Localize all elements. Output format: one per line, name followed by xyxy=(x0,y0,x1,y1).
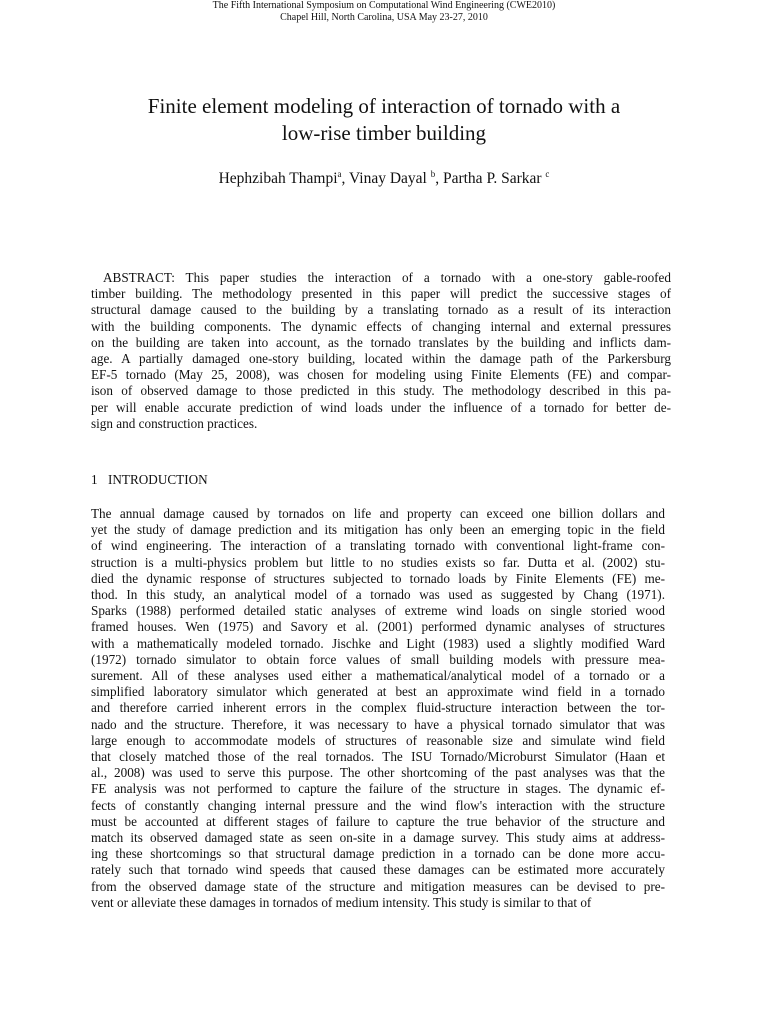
text-line: per will enable accurate prediction of wind loads under the influence of a tornado for better de- xyxy=(91,399,671,415)
text-line: with the building components. The dynamic effects of changing internal and external pressures xyxy=(91,318,671,334)
text-line: structural damage caused to the building by a translating tornado as a result of its interaction xyxy=(91,302,671,318)
text-line: The annual damage caused by tornados on life and property can exceed one billion dollars and xyxy=(91,506,665,521)
section-number: 1 xyxy=(91,472,98,487)
introduction-paragraph xyxy=(91,506,665,911)
author-name: Vinay Dayal xyxy=(349,170,431,187)
text-line: that closely matched those of the real tornados. The ISU Tornado/Microburst Simulator (Haan et xyxy=(91,749,665,765)
text-line: on the building are taken into account, as the tornado translates by the building and inflicts dam- xyxy=(91,334,671,350)
author-name: Hephzibah Thampi xyxy=(218,170,338,187)
author-affiliation-mark: a xyxy=(337,168,342,179)
text-line: timber building. The methodology presented in this paper will predict the successive stages of xyxy=(91,286,671,302)
text-line: surement. All of these analyses used either a mathematical/analytical model of a tornado or a xyxy=(91,668,665,684)
text-line: must be accounted at different stages of failure to capture the true behavior of the structure and xyxy=(91,813,665,829)
author-separator: , xyxy=(341,170,349,187)
text-line: yet the study of damage prediction and its mitigation has only been an emerging topic in the field xyxy=(91,522,665,538)
text-line: with a mathematically modeled tornado. Jischke and Light (1983) used a slightly modified Ward xyxy=(91,635,665,651)
author-affiliation-mark: c xyxy=(545,168,550,179)
text-line: framed houses. Wen (1975) and Savory et al. (2001) performed dynamic analyses of structures xyxy=(91,619,665,635)
text-line: rately such that tornado wind speeds that caused these damages can be estimated more accurately xyxy=(91,862,665,878)
text-line: ABSTRACT: This paper studies the interaction of a tornado with a one-story gable-roofed xyxy=(103,270,671,285)
text-line: died the dynamic response of structures subjected to tornado loads by Finite Elements (FE) me- xyxy=(91,570,665,586)
text-line: fects of constantly changing internal pressure and the wind flow's interaction with the structure xyxy=(91,797,665,813)
author-list xyxy=(0,169,768,189)
text-line: ing these shortcomings so that structural damage prediction in a tornado can be done more accu- xyxy=(91,846,665,862)
text-line: (1972) tornado simulator to obtain force values of small building models with pressure mea- xyxy=(91,651,665,667)
paper-title-line-2: low-rise timber building xyxy=(281,121,487,145)
conference-header-line-1: The Fifth International Symposium on Computational Wind Engineering (CWE2010) xyxy=(212,0,556,11)
paper-title-line-1: Finite element modeling of interaction of tornado with a xyxy=(147,94,621,118)
section-heading-introduction xyxy=(91,472,208,488)
text-line: sign and construction practices. xyxy=(91,415,258,431)
author-affiliation-mark: b xyxy=(430,168,436,179)
conference-header xyxy=(0,0,768,24)
text-line: Sparks (1988) performed detailed static analyses of extreme wind loads on single storied wood xyxy=(91,603,665,619)
text-line: ison of observed damage to those predicted in this study. The methodology described in this pa- xyxy=(91,383,671,399)
author-name: Partha P. Sarkar xyxy=(442,170,546,187)
text-line: of wind engineering. The interaction of a translating tornado with conventional light-frame con- xyxy=(91,538,665,554)
author-separator: , xyxy=(435,170,443,187)
text-line: and therefore carried inherent errors in the complex fluid-structure interaction between the tor- xyxy=(91,700,665,716)
text-line: match its observed damaged state as seen on-site in a damage survey. This study aims at address- xyxy=(91,830,665,846)
text-line: age. A partially damaged one-story building, located within the damage path of the Parkersburg xyxy=(91,351,671,367)
paper-title xyxy=(0,93,768,147)
text-line: thod. In this study, an analytical model of a tornado was used as suggested by Chang (1971). xyxy=(91,587,665,603)
section-title: INTRODUCTION xyxy=(108,472,208,487)
conference-header-line-2: Chapel Hill, North Carolina, USA May 23-27, 2010 xyxy=(280,12,488,23)
text-line: nado and the structure. Therefore, it was necessary to have a physical tornado simulator that was xyxy=(91,716,665,732)
text-line: al., 2008) was used to serve this purpose. The other shortcoming of the past analyses was that the xyxy=(91,765,665,781)
abstract-paragraph xyxy=(91,270,671,432)
text-line: vent or alleviate these damages in tornados of medium intensity. This study is similar to that of xyxy=(91,894,592,910)
text-line: simplified laboratory simulator which generated at best an approximate wind field in a tornado xyxy=(91,684,665,700)
text-line: from the observed damage state of the structure and mitigation measures can be devised to pre- xyxy=(91,878,665,894)
text-line: struction is a multi-physics problem but little to no studies exists so far. Dutta et al. (2002) stu- xyxy=(91,554,665,570)
text-line: large enough to accommodate models of structures of reasonable size and simulate wind field xyxy=(91,732,665,748)
text-line: EF-5 tornado (May 25, 2008), was chosen for modeling using Finite Elements (FE) and compar- xyxy=(91,367,671,383)
text-line: FE analysis was not performed to capture the failure of the structure in stages. The dynamic ef- xyxy=(91,781,665,797)
